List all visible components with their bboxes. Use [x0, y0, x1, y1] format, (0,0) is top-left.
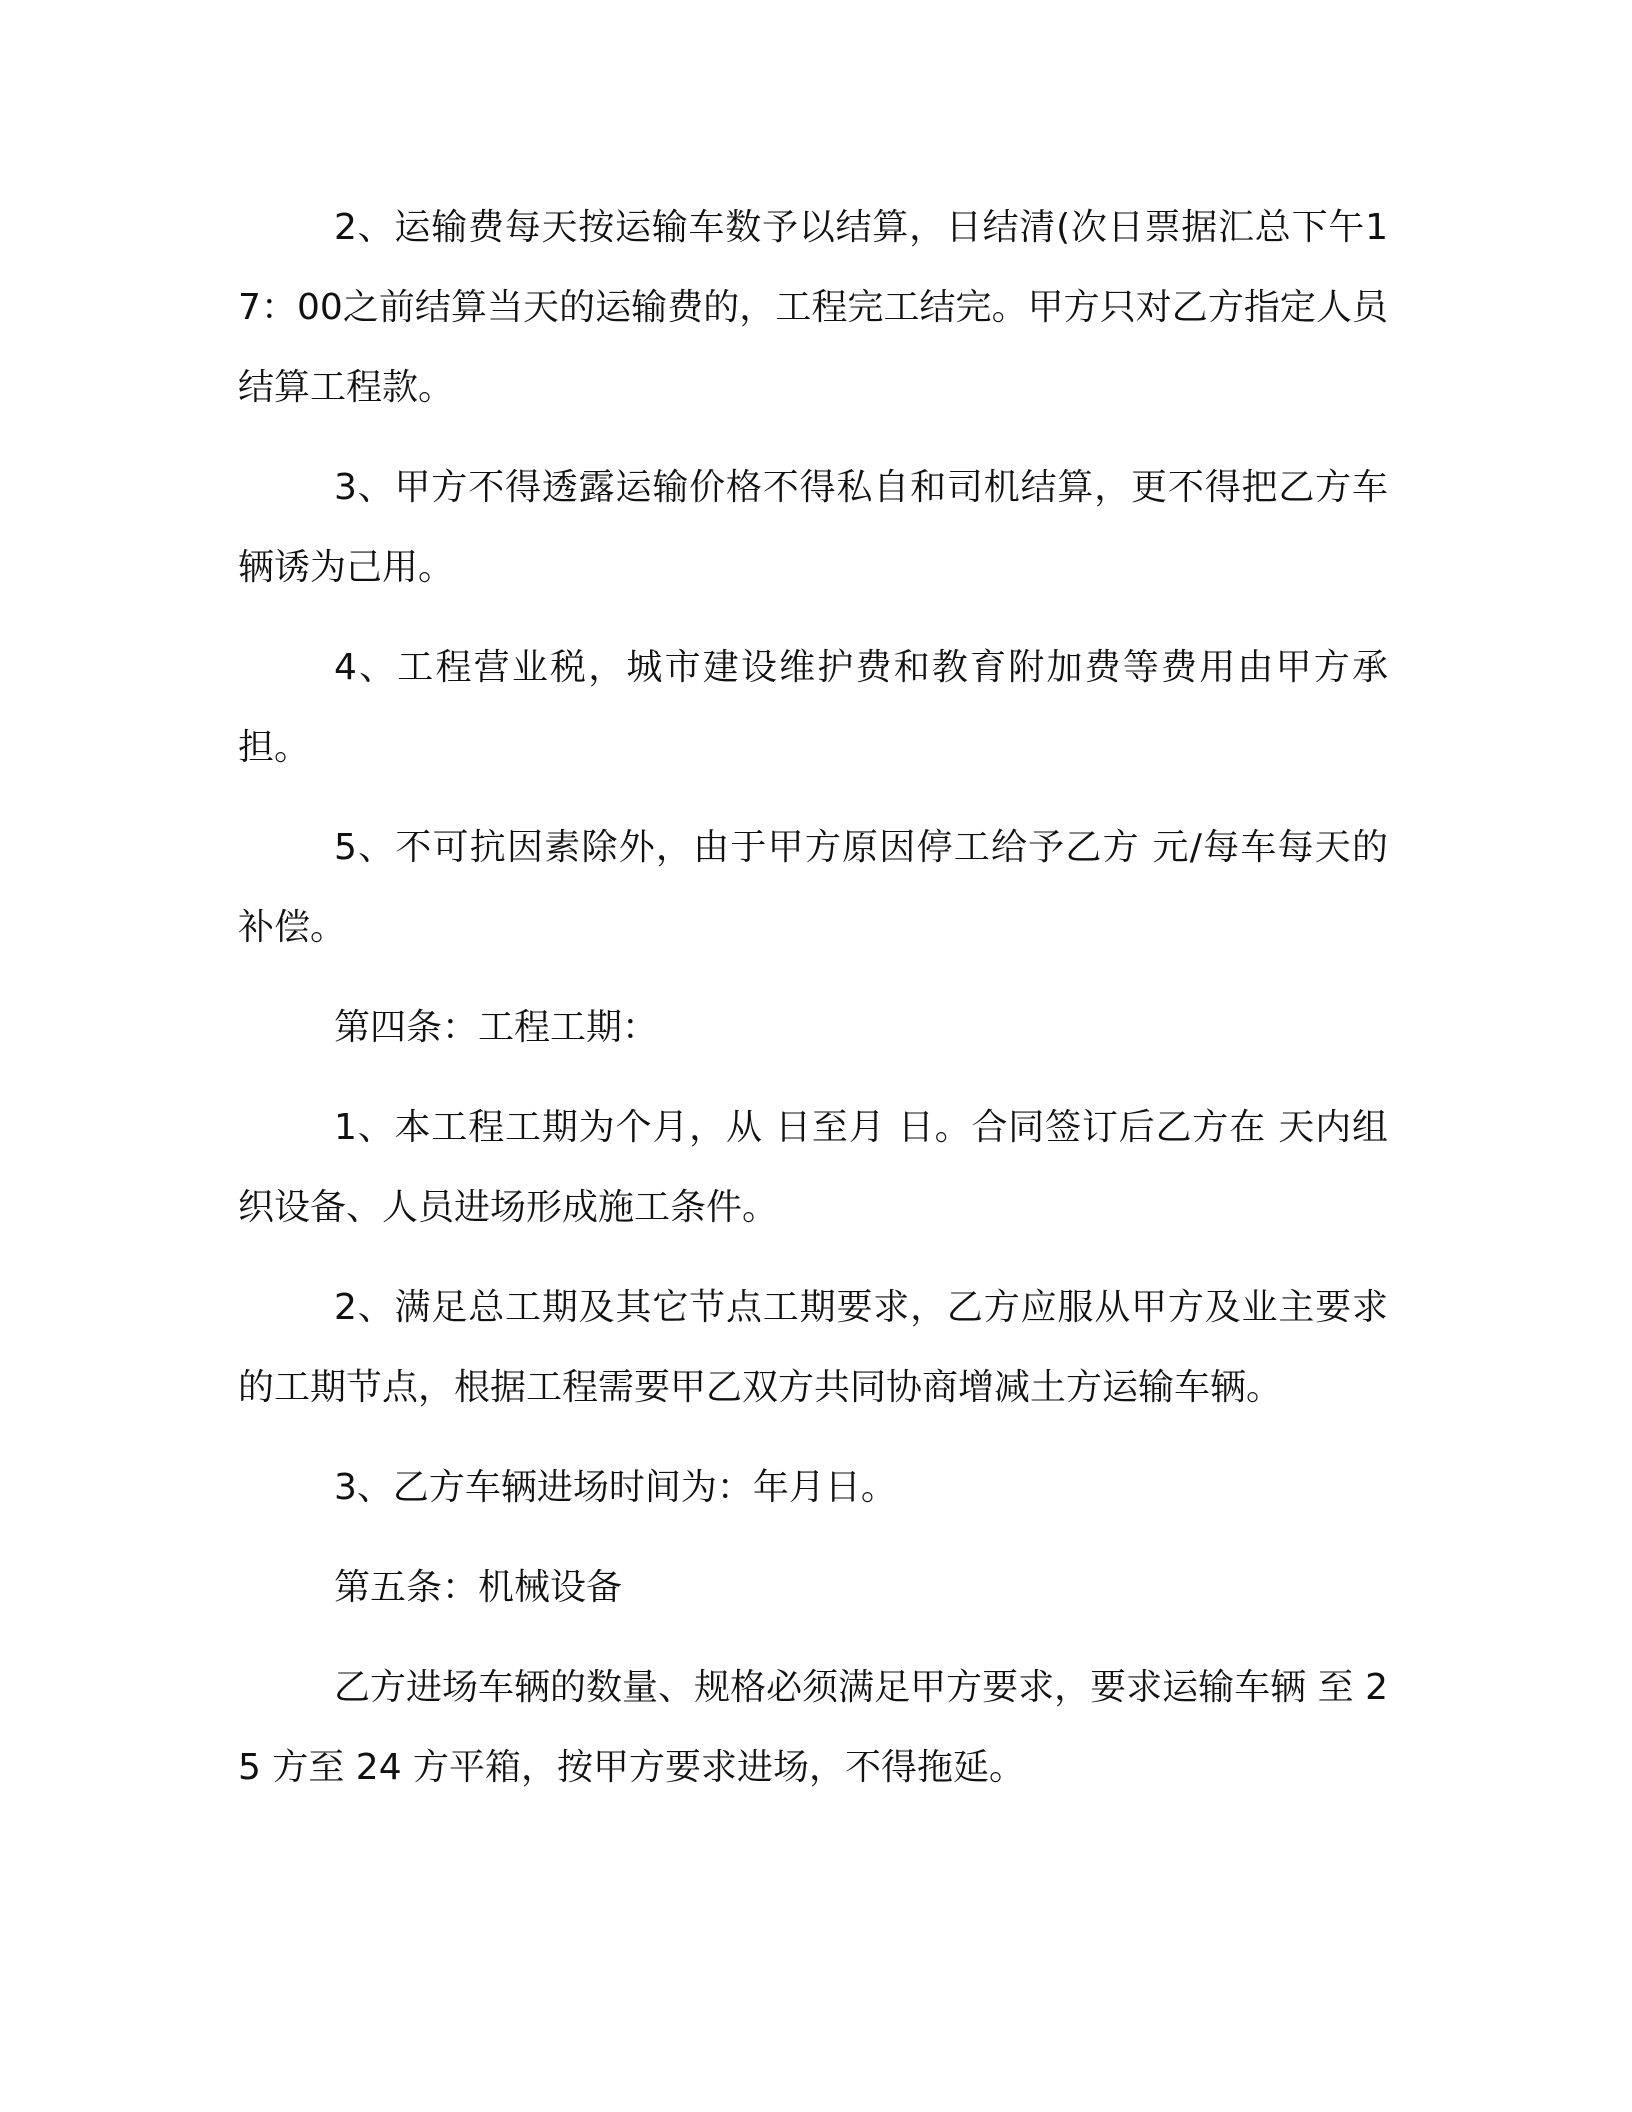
document-body	[238, 188, 1388, 1828]
heading-article-five: 第五条：机械设备	[334, 1567, 623, 1608]
paragraph-entry-time: 3、乙方车辆进场时间为：年月日。	[334, 1467, 897, 1508]
paragraph-price-confidentiality: 3、甲方不得透露运输价格不得私自和司机结算，更不得把乙方车辆诱为己用。	[238, 467, 1388, 588]
paragraph-settlement: 2、运输费每天按运输车数予以结算，日结清(次日票据汇总下午17：00之前结算当天的运输费的，工程完工结完。甲方只对乙方指定人员结算工程款。	[238, 207, 1388, 408]
paragraph-compensation: 5、不可抗因素除外，由于甲方原因停工给予乙方 元/每车每天的补偿。	[238, 827, 1388, 948]
paragraph-taxes: 4、工程营业税，城市建设维护费和教育附加费等费用由甲方承担。	[238, 647, 1388, 768]
paragraph-duration: 1、本工程工期为个月，从 日至月 日。合同签订后乙方在 天内组织设备、人员进场形成施工条件。	[238, 1107, 1388, 1228]
paragraph-schedule-nodes: 2、满足总工期及其它节点工期要求，乙方应服从甲方及业主要求的工期节点，根据工程需要甲乙双方共同协商增减土方运输车辆。	[238, 1287, 1388, 1408]
paragraph-vehicle-requirements: 乙方进场车辆的数量、规格必须满足甲方要求，要求运输车辆 至 25 方至 24 方平箱，按甲方要求进场，不得拖延。	[238, 1667, 1388, 1788]
heading-article-four: 第四条：工程工期：	[334, 1007, 659, 1048]
